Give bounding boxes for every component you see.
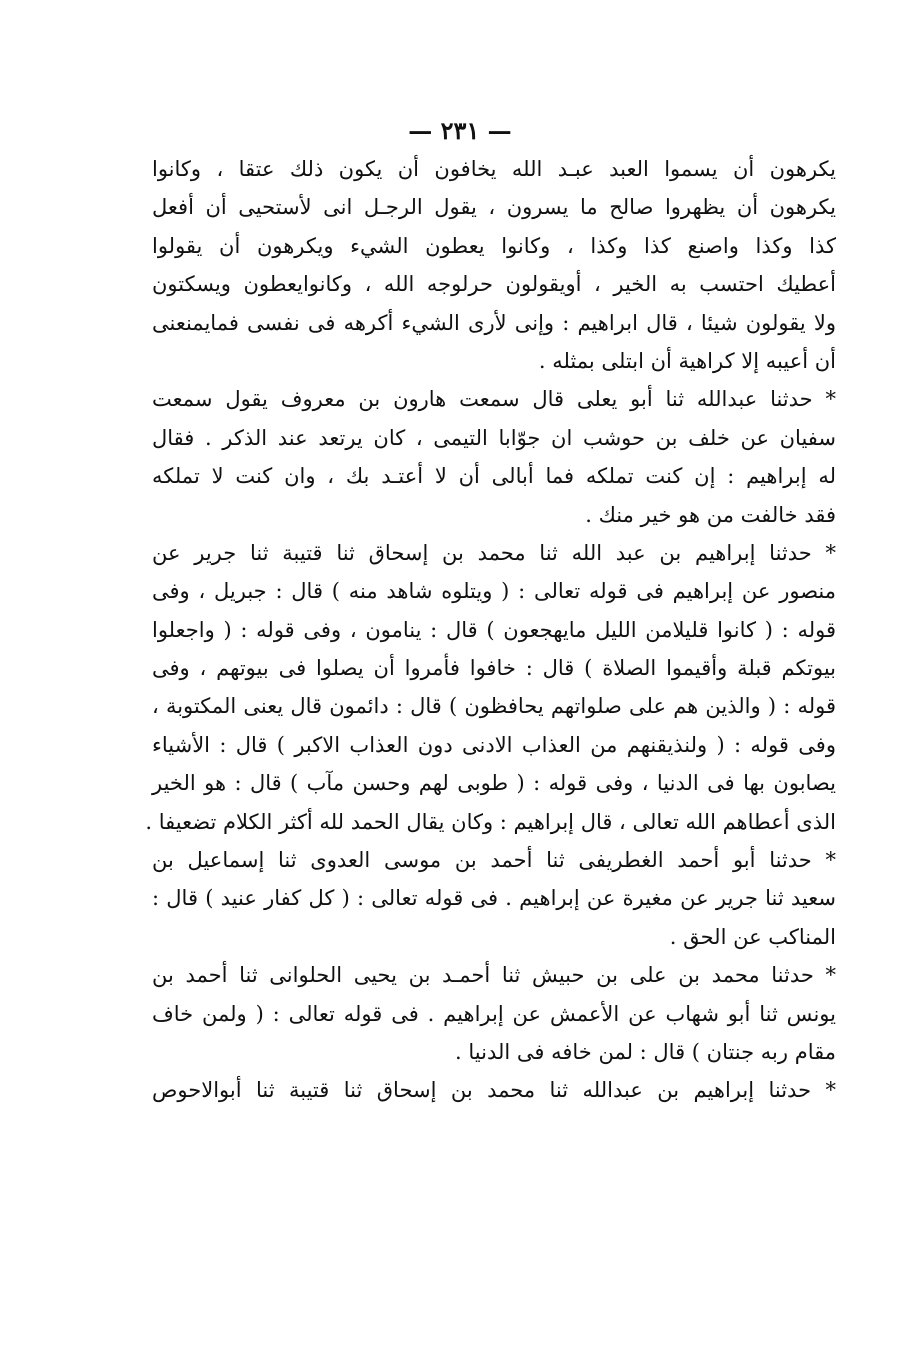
text-line: أعطيك احتسب به الخير ، أويقولون حرلوجه الله ، وكانوايعطون ويسكتون [152, 272, 836, 297]
paragraph-last-line: مقام ربه جنتان ) قال : لمن خافه فى الدنيا . [455, 1039, 836, 1064]
paragraph-last-line: المناكب عن الحق . [669, 924, 836, 949]
text-line: ولا يقولون شيئا ، قال ابراهيم : وإنى لأرى الشيء أكرهه فى نفسى فمايمنعنى [152, 310, 836, 335]
text-line: الذى أعطاهم الله تعالى ، قال إبراهيم : وكان يقال الحمد لله أكثر الكلام تضعيفا . [145, 809, 836, 834]
text-line: يكرهون أن يسموا العبد عبـد الله يخافون أن يكون ذلك عتقا ، وكانوا [152, 157, 836, 181]
text-line: يصابون بها فى الدنيا ، وفى قوله : ( طوبى لهم وحسن مآب ) قال : هو الخير [152, 771, 836, 796]
text-line: قوله : ( كانوا قليلامن الليل مايهجعون ) قال : ينامون ، وفى قوله : ( واجعلوا [152, 617, 836, 642]
text-line: * حدثنا محمد بن على بن حبيش ثنا أحمـد بن يحيى الحلوانى ثنا أحمد بن [152, 963, 836, 988]
text-line: يونس ثنا أبو شهاب عن الأعمش عن إبراهيم . فى قوله تعالى : ( ولمن خاف [152, 1001, 836, 1026]
text-line: قوله : ( والذين هم على صلواتهم يحافظون ) قال : دائمون قال يعنى المكتوبة ، [152, 694, 836, 719]
text-line: له إبراهيم : إن كنت تملكه فما أبالى أن لا أعتـد بك ، وان كنت لا تملكه [152, 464, 836, 489]
text-line: * حدثنا أبو أحمد الغطريفى ثنا أحمد بن موسى العدوى ثنا إسماعيل بن [152, 848, 836, 873]
text-line: منصور عن إبراهيم فى قوله تعالى : ( ويتلوه شاهد منه ) قال : جبريل ، وفى [152, 579, 836, 604]
text-line: بيوتكم قبلة وأقيموا الصلاة ) قال : خافوا فأمروا أن يصلوا فى بيوتهم ، وفى [152, 656, 836, 681]
text-line: * حدثنا عبدالله ثنا أبو يعلى قال سمعت هارون بن معروف يقول سمعت [152, 387, 836, 412]
text-line: * حدثنا إبراهيم بن عبد الله ثنا محمد بن إسحاق ثنا قتيبة ثنا جرير عن [152, 540, 836, 565]
text-line: وفى قوله : ( ولنذيقنهم من العذاب الادنى دون العذاب الاكبر ) قال : الأشياء [152, 732, 836, 757]
text-line: سفيان عن خلف بن حوشب ان جوّابا التيمى ، كان يرتعد عند الذكر . فقال [152, 425, 836, 450]
text-line: كذا وكذا واصنع كذا وكذا ، وكانوا يعطون الشيء ويكرهون أن يقولوا [152, 233, 836, 258]
text-line: سعيد ثنا جرير عن مغيرة عن إبراهيم . فى قوله تعالى : ( كل كفار عنيد ) قال : [152, 886, 836, 911]
paragraph-last-line: أن أعيبه إلا كراهية أن ابتلى بمثله . [538, 348, 836, 373]
text-line: * حدثنا إبراهيم بن عبدالله ثنا محمد بن إسحاق ثنا قتيبة ثنا أبوالاحوص [152, 1078, 836, 1103]
text-line: يكرهون أن يظهروا صالح ما يسرون ، يقول الرجـل انى لأستحيى أن أفعل [152, 195, 836, 220]
page-number: — ٢٣١ — [408, 116, 512, 145]
paragraph-last-line: فقد خالفت من هو خير منك . [585, 502, 836, 527]
body-text [145, 150, 836, 1110]
